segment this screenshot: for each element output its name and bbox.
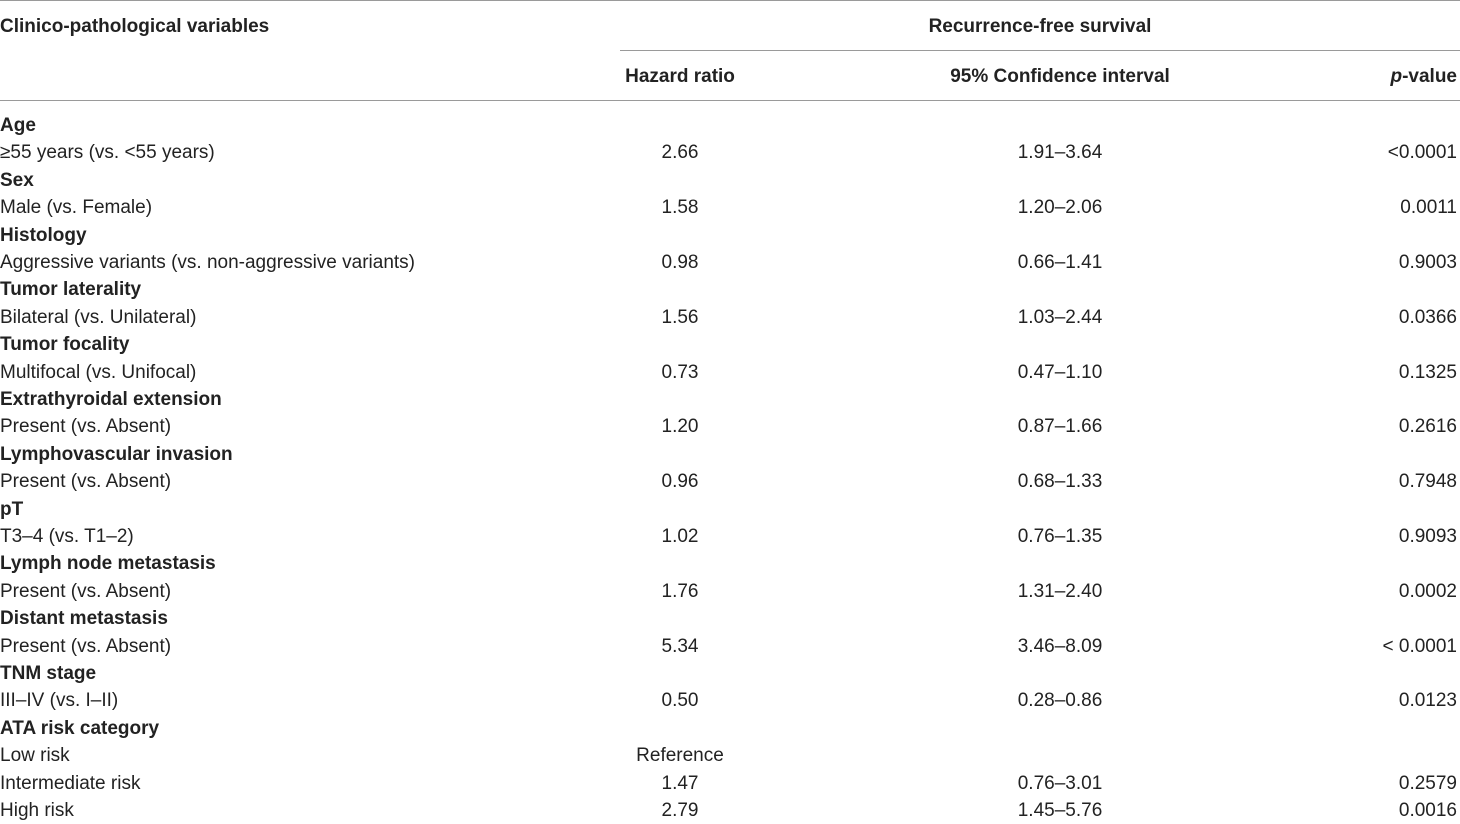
table-row: [0, 523, 1460, 550]
confidence-interval-cell: 0.68–1.33: [1017, 471, 1103, 493]
row-variable-label: Aggressive variants (vs. non-aggressive variants): [0, 252, 416, 273]
section-heading-label: Tumor laterality: [0, 279, 142, 301]
column-group-header-rfs: Recurrence-free survival: [928, 16, 1152, 37]
hazard-ratio-cell: Reference: [636, 745, 724, 767]
row-variable-label: Present (vs. Absent): [0, 580, 172, 602]
pvalue-italic-p: p: [1390, 66, 1403, 87]
p-value-cell: 0.9003: [1398, 252, 1457, 273]
column-header-pvalue: [1257, 66, 1457, 88]
table-row: [0, 359, 1460, 386]
row-variable-label: Male (vs. Female): [0, 197, 153, 219]
table-row: [0, 578, 1460, 605]
confidence-interval-cell: 0.76–1.35: [1017, 526, 1103, 547]
row-variable-label: Present (vs. Absent): [0, 635, 172, 657]
hazard-ratio-cell: 1.20: [661, 416, 699, 438]
table-section-heading: [0, 167, 1460, 194]
table-section-heading: [0, 715, 1460, 742]
table-section-heading: [0, 660, 1460, 687]
row-variable-label: Intermediate risk: [0, 772, 141, 794]
confidence-interval-cell: 0.28–0.86: [1017, 690, 1103, 712]
hazard-ratio-cell: 2.66: [661, 142, 699, 164]
section-heading-label: TNM stage: [0, 663, 97, 684]
hazard-ratio-cell: 1.02: [661, 526, 699, 547]
row-variable-label: Present (vs. Absent): [0, 471, 172, 493]
column-header-ci: 95% Confidence interval: [950, 66, 1170, 87]
confidence-interval-cell: 0.87–1.66: [1017, 416, 1103, 438]
section-heading-label: Lymphovascular invasion: [0, 443, 233, 465]
section-heading-label: Age: [0, 115, 36, 136]
confidence-interval-cell: 1.20–2.06: [1017, 197, 1103, 219]
section-heading-label: ATA risk category: [0, 717, 160, 739]
hazard-ratio-cell: 1.56: [661, 306, 699, 328]
hazard-ratio-cell: 5.34: [661, 635, 699, 657]
table-section-heading: [0, 441, 1460, 468]
section-heading-label: Distant metastasis: [0, 608, 168, 630]
table-section-heading: [0, 605, 1460, 632]
hazard-ratio-cell: 2.79: [661, 800, 699, 821]
confidence-interval-cell: 0.66–1.41: [1017, 252, 1103, 273]
section-heading-label: pT: [0, 498, 24, 520]
confidence-interval-cell: 0.47–1.10: [1017, 361, 1103, 383]
hazard-ratio-cell: 0.73: [661, 361, 699, 383]
p-value-cell: <0.0001: [1387, 142, 1457, 164]
table-row: [0, 139, 1460, 166]
row-variable-label: Multifocal (vs. Unifocal): [0, 361, 197, 383]
p-value-cell: 0.0016: [1398, 800, 1457, 821]
p-value-cell: 0.0002: [1398, 580, 1457, 602]
table-section-heading: [0, 496, 1460, 523]
table-section-heading: [0, 222, 1460, 249]
table-section-heading: [0, 112, 1460, 139]
table-row: [0, 687, 1460, 714]
row-variable-label: III–IV (vs. I–II): [0, 690, 119, 712]
pvalue-suffix: -value: [1402, 66, 1457, 87]
table-row: [0, 304, 1460, 331]
p-value-cell: 0.0123: [1398, 690, 1457, 712]
table-row: [0, 468, 1460, 495]
table-row: [0, 413, 1460, 440]
section-heading-label: Sex: [0, 169, 34, 191]
table-row: [0, 194, 1460, 221]
table-section-heading: [0, 331, 1460, 358]
confidence-interval-cell: 1.03–2.44: [1017, 306, 1103, 328]
section-heading-label: Tumor focality: [0, 334, 130, 356]
table-section-heading: [0, 550, 1460, 577]
p-value-cell: 0.2616: [1398, 416, 1457, 438]
hazard-ratio-cell: 1.58: [661, 197, 699, 219]
table-top-rule: [0, 0, 1460, 1]
table-section-heading: [0, 386, 1460, 413]
table-row: [0, 633, 1460, 660]
p-value-cell: 0.0366: [1398, 306, 1457, 328]
row-variable-label: Bilateral (vs. Unilateral): [0, 306, 197, 328]
hazard-ratio-cell: 0.50: [661, 690, 699, 712]
row-variable-label: High risk: [0, 800, 74, 821]
section-heading-label: Lymph node metastasis: [0, 553, 216, 575]
hazard-ratio-cell: 0.98: [661, 252, 699, 273]
row-variable-label: Present (vs. Absent): [0, 416, 172, 438]
hazard-ratio-cell: 0.96: [661, 471, 699, 493]
hazard-ratio-cell: 1.47: [661, 772, 699, 794]
row-variable-label: Low risk: [0, 745, 70, 767]
confidence-interval-cell: 1.45–5.76: [1017, 800, 1103, 821]
p-value-cell: 0.9093: [1398, 526, 1457, 547]
group-header-rule: [620, 50, 1460, 51]
p-value-cell: 0.0011: [1400, 197, 1457, 219]
p-value-cell: < 0.0001: [1382, 635, 1457, 657]
row-variable-label: ≥55 years (vs. <55 years): [0, 142, 215, 164]
confidence-interval-cell: 1.91–3.64: [1017, 142, 1103, 164]
column-header-variables: Clinico-pathological variables: [0, 16, 270, 37]
hazard-ratio-cell: 1.76: [661, 580, 699, 602]
p-value-cell: 0.2579: [1398, 772, 1457, 794]
confidence-interval-cell: 0.76–3.01: [1017, 772, 1103, 794]
header-bottom-rule: [0, 100, 1460, 101]
confidence-interval-cell: 1.31–2.40: [1017, 580, 1103, 602]
table-section-heading: [0, 276, 1460, 303]
table-row: [0, 742, 1460, 769]
column-header-hazard-ratio: Hazard ratio: [625, 66, 735, 87]
section-heading-label: Histology: [0, 224, 87, 246]
p-value-cell: 0.7948: [1398, 471, 1457, 493]
section-heading-label: Extrathyroidal extension: [0, 389, 222, 410]
confidence-interval-cell: 3.46–8.09: [1017, 635, 1103, 657]
table-row: [0, 770, 1460, 797]
table-row: [0, 249, 1460, 276]
row-variable-label: T3–4 (vs. T1–2): [0, 526, 134, 547]
table-row: [0, 797, 1460, 824]
p-value-cell: 0.1325: [1398, 361, 1457, 383]
